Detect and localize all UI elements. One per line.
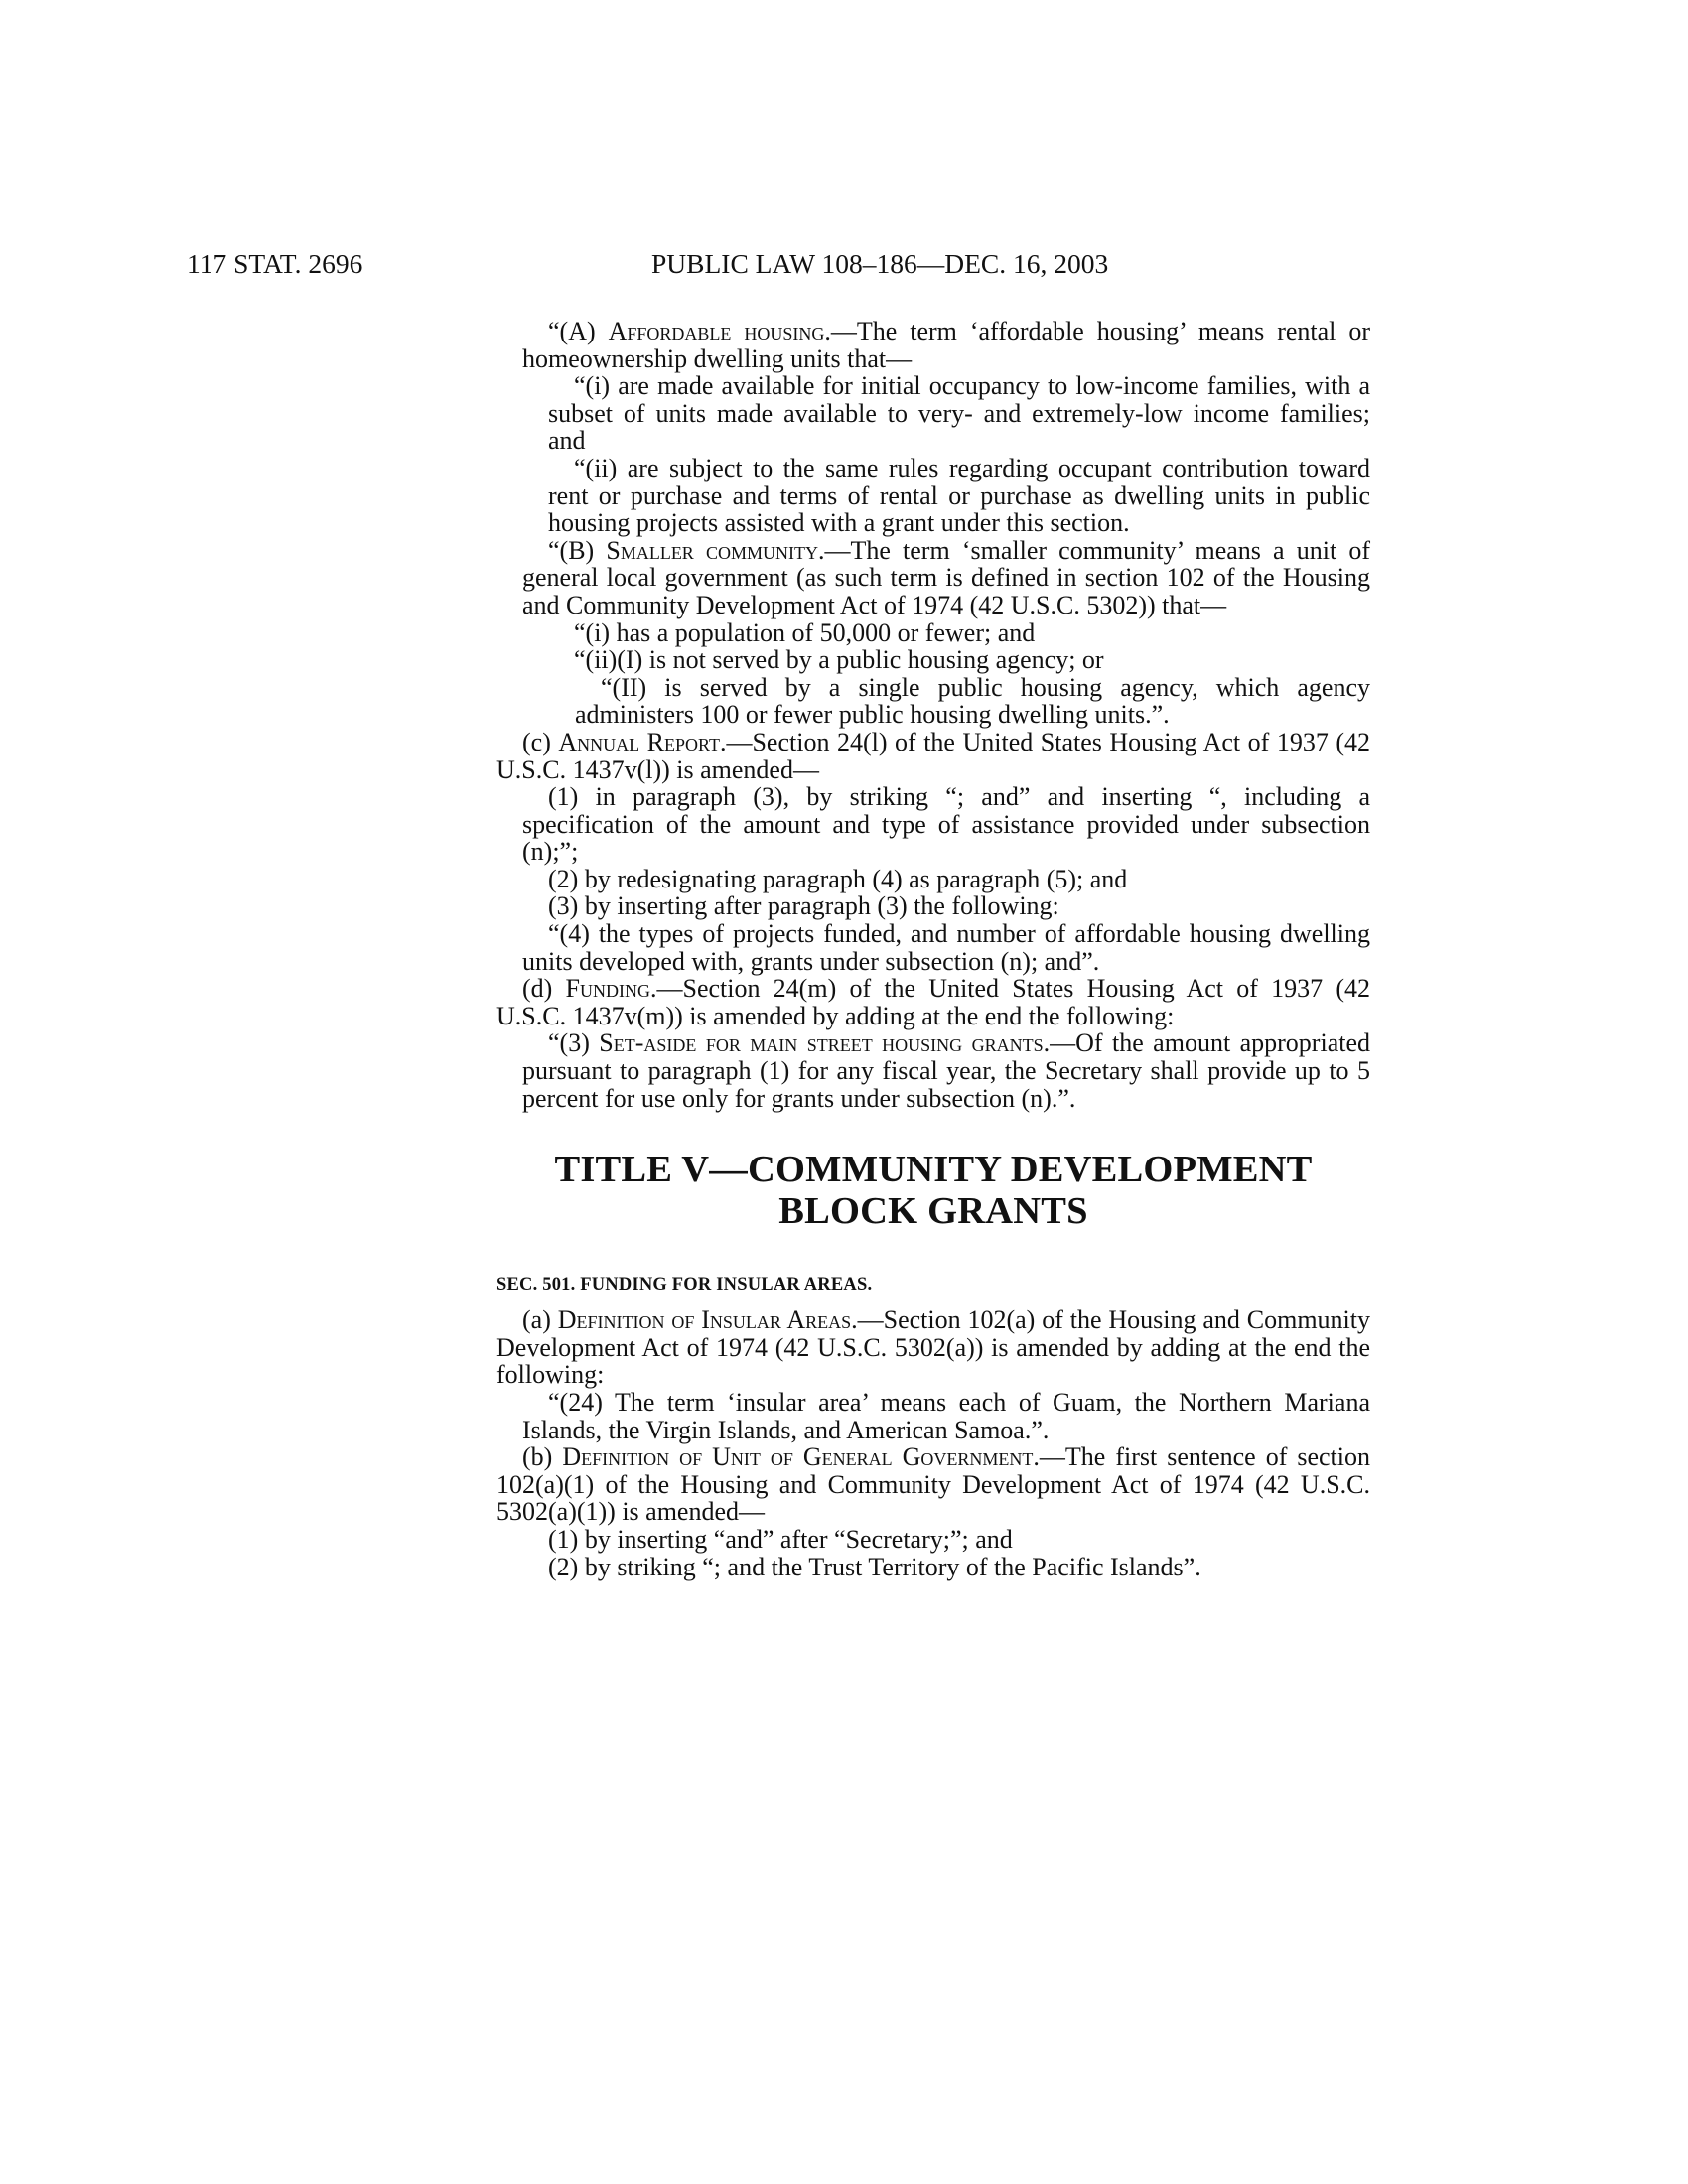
subsection-heading: Funding	[565, 974, 650, 1004]
subsection-c-annual-report: (c) Annual Report.—Section 24(l) of the United States Housing Act of 1937 (42 U.S.C. 1437v(l)) is amended—	[496, 727, 1371, 784]
clause-ii: “(ii) are subject to the same rules regarding occupant contribution toward rent or purchase and terms of rental or purchase as dwelling units in public housing projects assisted with a grant under this section.	[548, 453, 1370, 538]
title-line-2: BLOCK GRANTS	[778, 1190, 1088, 1233]
subsection-heading: Definition of Insular Areas	[557, 1305, 852, 1335]
subclause-II: “(II) is served by a single public housing agency, which agency administers 100 or fewer public housing dwelling units.”.	[575, 672, 1370, 730]
title-line-1: TITLE V—COMMUNITY DEVELOPMENT	[554, 1149, 1313, 1191]
page-header	[187, 248, 1378, 288]
clause-i: “(i) are made available for initial occupancy to low-income families, with a subset of units made available to very- and extremely-low income families; and	[548, 371, 1370, 456]
public-law-reference: PUBLIC LAW 108–186—DEC. 16, 2003	[651, 248, 1109, 279]
term-heading: Affordable housing	[608, 317, 825, 345]
paragraph-smaller-community: “(B) Smaller community.—The term ‘smaller community’ means a unit of general local government (as such term is defined in section 102 of the Housing and Community Development Act of 1974 (42 U.S.C. 5302)) that—	[522, 535, 1370, 619]
subsection-b-unit-of-general-government: (b) Definition of Unit of General Government.—The first sentence of section 102(a)(1) of the Housing and Community Development Act of 1974 (42 U.S.C. 5302(a)(1)) is amended—	[496, 1442, 1371, 1527]
amendment-item-1: (1) by inserting “and” after “Secretary;”; and	[548, 1524, 1013, 1554]
term-heading: Smaller community	[606, 535, 818, 565]
clause-ii-I: “(ii)(I) is not served by a public housing agency; or	[574, 645, 1104, 675]
statute-page-reference: 117 STAT. 2696	[187, 248, 363, 279]
subsection-heading: Annual Report	[558, 727, 720, 756]
section-501-heading: SEC. 501. FUNDING FOR INSULAR AREAS.	[496, 1275, 873, 1296]
document-body	[496, 318, 1370, 1580]
inserted-paragraph-4: “(4) the types of projects funded, and number of affordable housing dwelling units developed with, grants under subsection (n); and”.	[522, 919, 1370, 976]
title-v-heading	[496, 1149, 1370, 1232]
paragraph-heading: Set-aside for main street housing grants	[599, 1028, 1044, 1058]
inserted-paragraph-3-set-aside: “(3) Set-aside for main street housing grants.—Of the amount appropriated pursuant to paragraph (1) for any fiscal year, the Secretary shall provide up to 5 percent for use only for grants under subsection (n).”.	[522, 1028, 1370, 1113]
amendment-item-1: (1) in paragraph (3), by striking “; and” and inserting “, including a specification of the amount and type of assistance provided under subsection (n);”;	[522, 782, 1370, 867]
subsection-heading: Definition of Unit of General Government	[562, 1442, 1034, 1472]
amendment-item-2: (2) by striking “; and the Trust Territory of the Pacific Islands”.	[548, 1552, 1201, 1581]
amendment-item-3: (3) by inserting after paragraph (3) the following:	[548, 891, 1059, 921]
paragraph-affordable-housing: “(A) Affordable housing.—The term ‘affordable housing’ means rental or homeownership dwelling units that—	[522, 317, 1370, 373]
clause-i: “(i) has a population of 50,000 or fewer; and	[574, 617, 1036, 647]
subsection-d-funding: (d) Funding.—Section 24(m) of the United States Housing Act of 1937 (42 U.S.C. 1437v(m)) is amended by adding at the end the following:	[496, 974, 1370, 1030]
inserted-paragraph-24: “(24) The term ‘insular area’ means each of Guam, the Northern Mariana Islands, the Virgin Islands, and American Samoa.”.	[522, 1388, 1370, 1444]
subsection-a-insular-areas: (a) Definition of Insular Areas.—Section 102(a) of the Housing and Community Development Act of 1974 (42 U.S.C. 5302(a)) is amended by adding at the end the following:	[496, 1305, 1370, 1390]
amendment-item-2: (2) by redesignating paragraph (4) as paragraph (5); and	[548, 864, 1128, 893]
